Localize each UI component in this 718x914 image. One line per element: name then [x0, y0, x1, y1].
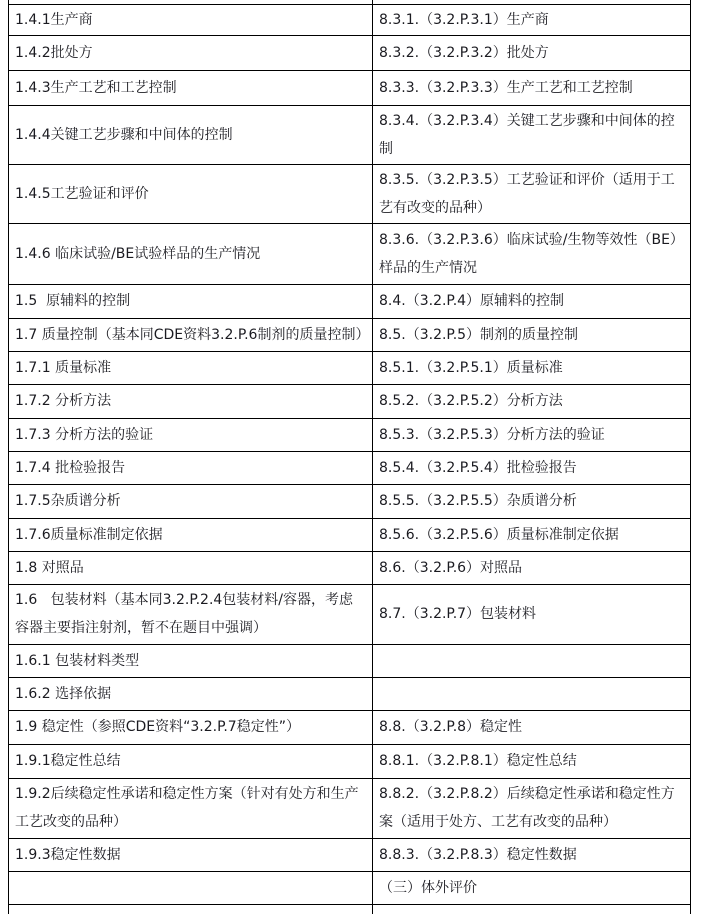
cell-right: 8.3.5.（3.2.P.3.5）工艺验证和评价（适用于工艺有改变的品种） — [373, 164, 691, 223]
cell-left: 1.7.5杂质谱分析 — [9, 484, 373, 518]
cell-left: 1.9.3稳定性数据 — [9, 838, 373, 871]
table-row — [9, 418, 691, 451]
table-row — [9, 164, 691, 223]
cell-right: 8.5.3.（3.2.P.5.3）分析方法的验证 — [373, 418, 691, 451]
cell-left: 1.7 质量控制（基本同CDE资料3.2.P.6制剂的质量控制） — [9, 318, 373, 351]
cell-right: 8.5.4.（3.2.P.5.4）批检验报告 — [373, 451, 691, 484]
cell-left: 1.6.2 选择依据 — [9, 677, 373, 710]
table-row — [9, 351, 691, 384]
cell-left: 1.9 稳定性（参照CDE资料“3.2.P.7稳定性”） — [9, 710, 373, 744]
table-row — [9, 584, 691, 644]
cell-right: 8.6.（3.2.P.6）对照品 — [373, 551, 691, 584]
table-row — [9, 105, 691, 164]
cell-left: 1.9.2后续稳定性承诺和稳定性方案（针对有处方和生产工艺改变的品种） — [9, 778, 373, 838]
table-row — [9, 551, 691, 584]
cell-left — [9, 904, 373, 914]
cell-right: 8.3.1.（3.2.P.3.1）生产商 — [373, 4, 691, 35]
cell-left: 1.7.4 批检验报告 — [9, 451, 373, 484]
table-row — [9, 35, 691, 70]
cell-right: 8.5.5.（3.2.P.5.5）杂质谱分析 — [373, 484, 691, 518]
table-row — [9, 871, 691, 904]
cell-right: 8.5.（3.2.P.5）制剂的质量控制 — [373, 318, 691, 351]
cell-right: 8.3.3.（3.2.P.3.3）生产工艺和工艺控制 — [373, 70, 691, 105]
cell-right: 8.3.4.（3.2.P.3.4）关键工艺步骤和中间体的控制 — [373, 105, 691, 164]
table-row — [9, 710, 691, 744]
cell-left: 1.4.6 临床试验/BE试验样品的生产情况 — [9, 223, 373, 284]
cell-right — [373, 904, 691, 914]
cell-left: 1.4.1生产商 — [9, 4, 373, 35]
cell-right: 8.7.（3.2.P.7）包装材料 — [373, 584, 691, 644]
cell-right: 8.5.1.（3.2.P.5.1）质量标准 — [373, 351, 691, 384]
cell-left: 1.5 原辅料的控制 — [9, 284, 373, 318]
cell-right: 8.5.6.（3.2.P.5.6）质量标准制定依据 — [373, 518, 691, 551]
table-row — [9, 744, 691, 778]
cell-right: 8.3.2.（3.2.P.3.2）批处方 — [373, 35, 691, 70]
table-row — [9, 284, 691, 318]
table-row — [9, 518, 691, 551]
cell-right: 8.4.（3.2.P.4）原辅料的控制 — [373, 284, 691, 318]
cell-left — [9, 871, 373, 904]
cell-right — [373, 644, 691, 677]
cell-right: 8.8.2.（3.2.P.8.2）后续稳定性承诺和稳定性方案（适用于处方、工艺有改变的品种） — [373, 778, 691, 838]
cell-right: 8.5.2.（3.2.P.5.2）分析方法 — [373, 384, 691, 418]
table-row — [9, 70, 691, 105]
cell-left: 1.6 包装材料（基本同3.2.P.2.4包装材料/容器，考虑容器主要指注射剂，暂不在题目中强调） — [9, 584, 373, 644]
table-row — [9, 318, 691, 351]
cell-left: 1.7.3 分析方法的验证 — [9, 418, 373, 451]
cell-right: 8.8.（3.2.P.8）稳定性 — [373, 710, 691, 744]
table-row — [9, 838, 691, 871]
cell-left: 1.7.1 质量标准 — [9, 351, 373, 384]
table-row — [9, 484, 691, 518]
cell-left: 1.4.2批处方 — [9, 35, 373, 70]
cell-left: 1.4.5工艺验证和评价 — [9, 164, 373, 223]
table-row — [9, 677, 691, 710]
cell-right: 8.3.6.（3.2.P.3.6）临床试验/生物等效性（BE）样品的生产情况 — [373, 223, 691, 284]
table-row-partial-bottom — [9, 904, 691, 914]
cell-right: （三）体外评价 — [373, 871, 691, 904]
cell-left: 1.7.2 分析方法 — [9, 384, 373, 418]
cell-left: 1.6.1 包装材料类型 — [9, 644, 373, 677]
table-row — [9, 4, 691, 35]
cell-left: 1.4.3生产工艺和工艺控制 — [9, 70, 373, 105]
table-row — [9, 644, 691, 677]
ctd-mapping-table — [8, 0, 691, 914]
cell-left: 1.8 对照品 — [9, 551, 373, 584]
table-row — [9, 223, 691, 284]
cell-right: 8.8.3.（3.2.P.8.3）稳定性数据 — [373, 838, 691, 871]
table-row — [9, 778, 691, 838]
table-row — [9, 451, 691, 484]
cell-left: 1.7.6质量标准制定依据 — [9, 518, 373, 551]
cell-left: 1.4.4关键工艺步骤和中间体的控制 — [9, 105, 373, 164]
cell-right: 8.8.1.（3.2.P.8.1）稳定性总结 — [373, 744, 691, 778]
table-row — [9, 384, 691, 418]
cell-left: 1.9.1稳定性总结 — [9, 744, 373, 778]
cell-right — [373, 677, 691, 710]
